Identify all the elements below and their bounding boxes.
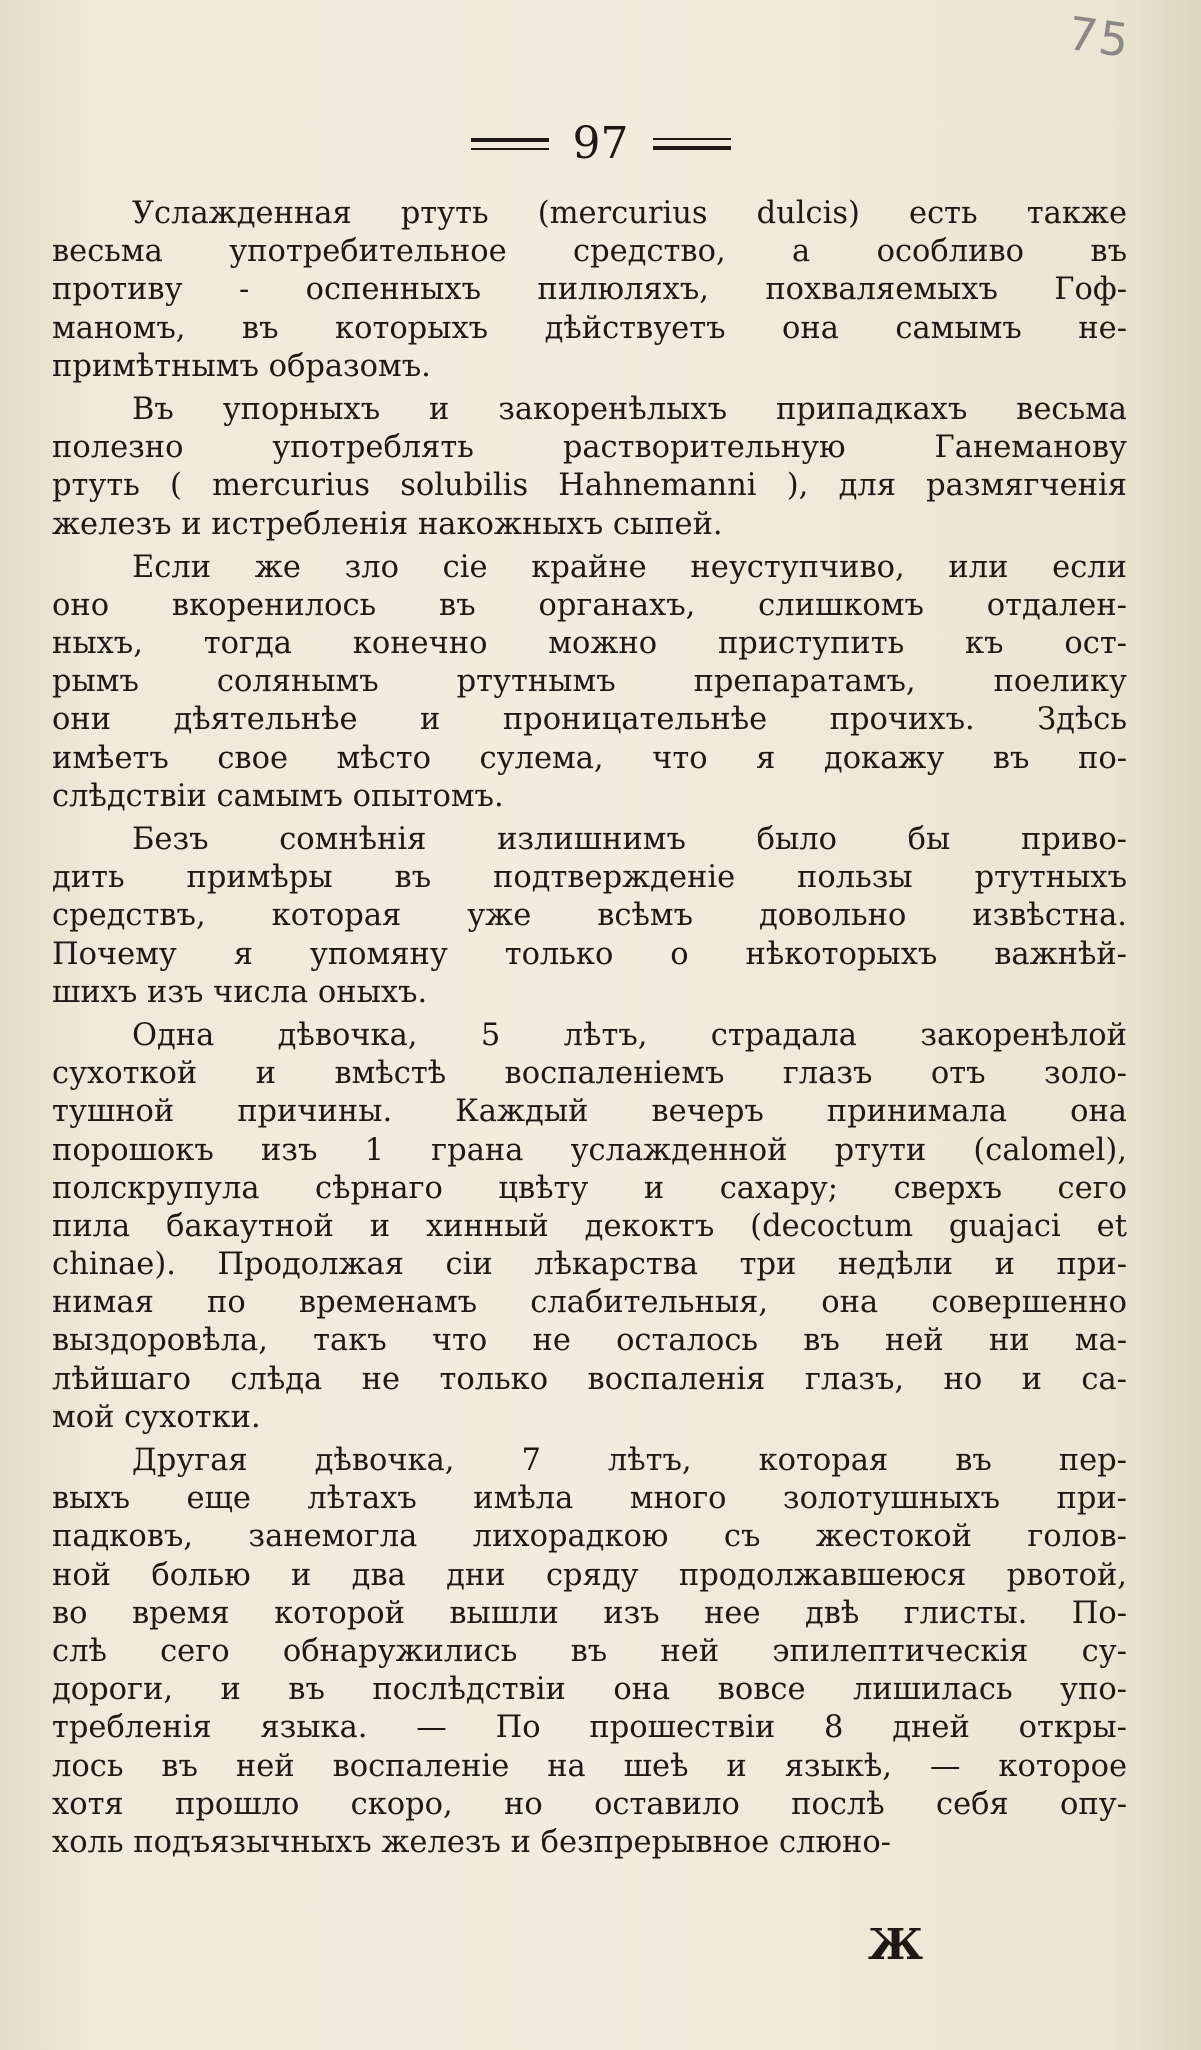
text-line: весьма употребительное средство, а особливо въ (52, 234, 1127, 270)
text-line: Другая дѣвочка, 7 лѣтъ, которая въ пер- (132, 1443, 1127, 1478)
text-line: лось въ ней воспаленіе на шеѣ и языкѣ, — которое (52, 1748, 1127, 1784)
paragraph (52, 821, 1127, 1012)
text-line: порошокъ изъ 1 грана услажденной ртути (calomel), (52, 1132, 1127, 1168)
text-line: лѣйшаго слѣда не только воспаленія глазъ, но и са- (52, 1361, 1127, 1397)
header-rule-right (653, 138, 731, 150)
text-line: примѣтнымъ образомъ. (52, 348, 431, 384)
text-line: Одна дѣвочка, 5 лѣтъ, страдала закоренѣлой (132, 1017, 1127, 1053)
text-line: ной болью и два дни сряду продолжавшеюся рвотой, (52, 1557, 1127, 1593)
handwritten-page-mark: 75 (1064, 5, 1135, 69)
text-line: требленія языка. — По прошествіи 8 дней откры- (52, 1710, 1127, 1746)
paragraph (52, 195, 1127, 386)
text-line: сухоткой и вмѣстѣ воспаленіемъ глазъ отъ золо- (52, 1056, 1127, 1092)
text-line: дить примѣры въ подтвержденіе пользы ртутныхъ (52, 860, 1127, 896)
text-line: падковъ, занемогла лихорадкою съ жестокой голов- (52, 1519, 1127, 1555)
paragraph (52, 549, 1127, 816)
text-line: полскрупула сѣрнаго цвѣту и сахару; сверхъ сего (52, 1170, 1127, 1206)
text-line: железъ и истребленія накожныхъ сыпей. (52, 506, 723, 542)
text-line: мой сухотки. (52, 1399, 261, 1435)
text-line: ныхъ, тогда конечно можно приступить къ ост- (52, 626, 1127, 662)
text-line: Если же зло сіе крайне неуступчиво, или если (132, 549, 1127, 585)
header-rule-left (471, 138, 549, 150)
page-number: 97 (572, 118, 629, 169)
text-line: нимая по временамъ слабительныя, она совершенно (52, 1285, 1127, 1321)
text-line: холь подъязычныхъ железъ и безпрерывное слюно- (52, 1824, 891, 1860)
text-line: Услажденная ртуть (mercurius dulcis) есть также (132, 196, 1127, 231)
text-line: Въ упорныхъ и закоренѣлыхъ припадкахъ весьма (132, 391, 1127, 427)
text-line: хотя прошло скоро, но оставило послѣ себя опу- (52, 1786, 1127, 1822)
page-header (0, 118, 1201, 170)
text-line: дороги, и въ послѣдствіи она вовсе лишилась упо- (52, 1672, 1127, 1708)
text-line: они дѣятельнѣе и проницательнѣе прочихъ. Здѣсь (52, 702, 1127, 738)
body-text (52, 195, 1127, 1862)
text-line: Безъ сомнѣнія излишнимъ было бы приво- (132, 822, 1127, 857)
paragraph (52, 391, 1127, 544)
text-line: имѣетъ свое мѣсто сулема, что я докажу въ по- (52, 740, 1127, 776)
text-line: противу - оспенныхъ пилюляхъ, похваляемыхъ Гоф- (52, 272, 1127, 308)
paragraph (52, 1017, 1127, 1437)
text-line: во время которой вышли изъ нее двѣ глисты. По- (52, 1595, 1127, 1631)
text-line: Почему я упомяну только о нѣкоторыхъ важнѣй- (52, 936, 1127, 972)
text-line: выхъ еще лѣтахъ имѣла много золотушныхъ при- (52, 1481, 1127, 1517)
text-line: тушной причины. Каждый вечеръ принимала она (52, 1094, 1127, 1130)
text-line: chinae). Продолжая сіи лѣкарства три недѣли и при- (52, 1247, 1127, 1283)
text-line: выздоровѣла, такъ что не осталось въ ней ни ма- (52, 1323, 1127, 1359)
text-line: средствъ, которая уже всѣмъ довольно извѣстна. (52, 898, 1127, 934)
text-line: ртуть ( mercurius solubilis Hahnemanni ), для размягченія (52, 468, 1127, 504)
text-line: маномъ, въ которыхъ дѣйствуетъ она самымъ не- (52, 310, 1127, 346)
text-line: шихъ изъ числа оныхъ. (52, 974, 428, 1010)
text-line: оно вкоренилось въ органахъ, слишкомъ отдален- (52, 587, 1127, 623)
signature-mark: Ж (868, 1920, 924, 1969)
text-line: рымъ солянымъ ртутнымъ препаратамъ, поелику (52, 664, 1127, 700)
text-line: пила бакаутной и хинный декоктъ (decoctum guajaci et (52, 1208, 1127, 1244)
text-line: слѣдствіи самымъ опытомъ. (52, 778, 504, 814)
text-line: полезно употреблять растворительную Ганеманову (52, 430, 1127, 466)
paragraph (52, 1442, 1127, 1862)
text-line: слѣ сего обнаружились въ ней эпилептическія су- (52, 1633, 1127, 1669)
